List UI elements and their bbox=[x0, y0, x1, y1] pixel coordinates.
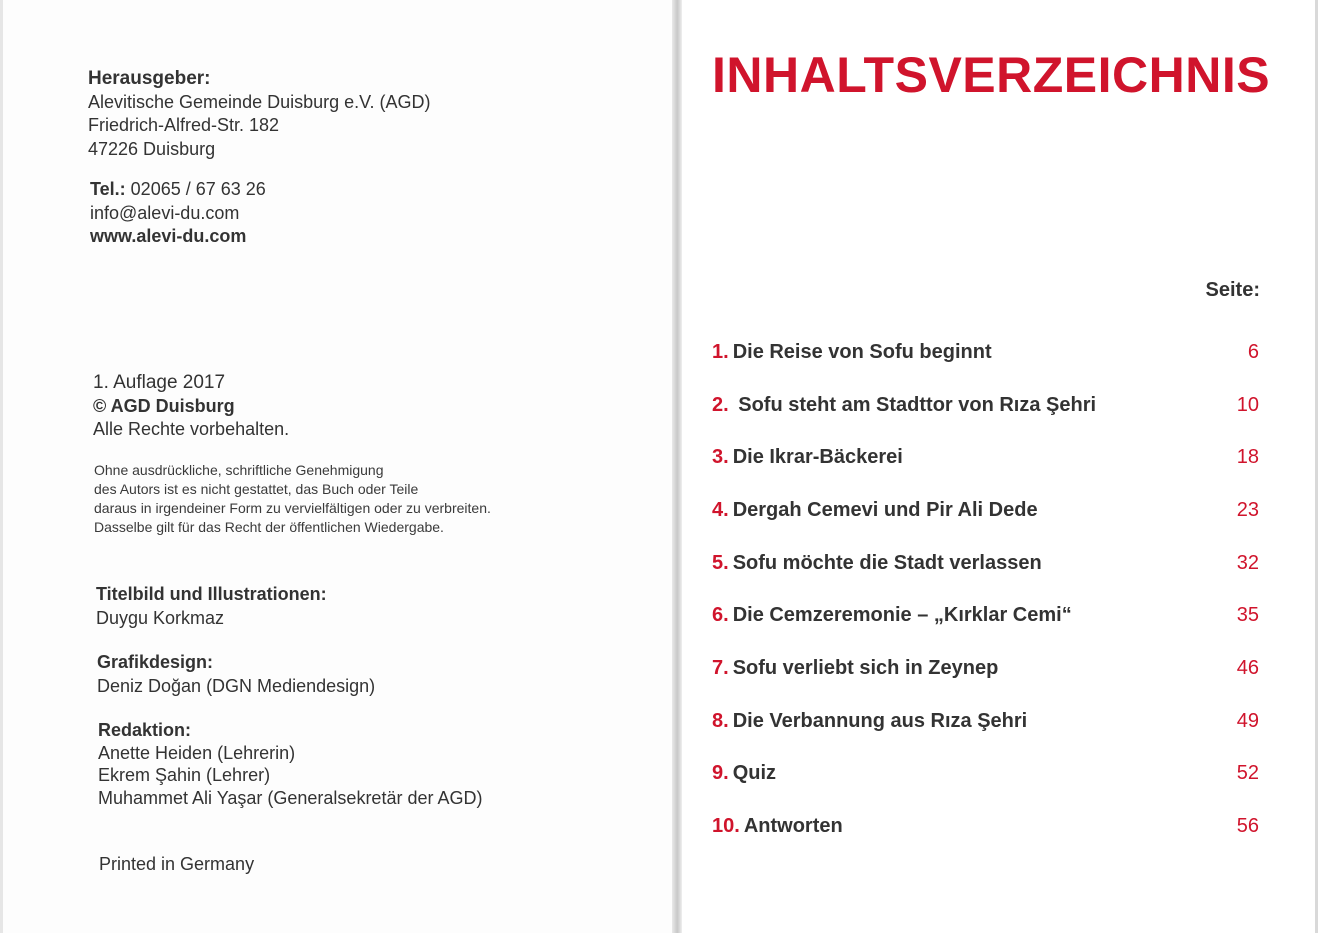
legal-notice bbox=[94, 461, 491, 537]
toc-entry-page: 6 bbox=[1247, 340, 1259, 363]
toc-entry-number: 10. bbox=[712, 815, 740, 838]
publisher-city: 47226 Duisburg bbox=[88, 138, 216, 159]
toc-entry-text bbox=[712, 815, 843, 838]
editorial-heading: Redaktion: bbox=[98, 720, 192, 740]
legal-line: daraus in irgendeiner Form zu vervielfältigen oder zu verbreiten. bbox=[94, 500, 491, 516]
graphic-name: Deniz Doğan (DGN Mediendesign) bbox=[97, 675, 376, 696]
toc-entry-page: 49 bbox=[1236, 709, 1259, 732]
toc-entry-title: Quiz bbox=[732, 762, 777, 785]
legal-line: Dasselbe gilt für das Recht der öffentlichen Wiedergabe. bbox=[94, 519, 444, 535]
toc-entry-text bbox=[712, 762, 776, 785]
toc-entry-title: Sofu möchte die Stadt verlassen bbox=[732, 551, 1042, 574]
toc-entry-number: 9. bbox=[712, 762, 729, 785]
toc-entry[interactable] bbox=[712, 379, 1259, 432]
toc-entry-page: 10 bbox=[1236, 393, 1259, 416]
toc-list bbox=[712, 326, 1259, 853]
toc-entry-page: 18 bbox=[1236, 446, 1259, 469]
toc-entry-title: Die Reise von Sofu beginnt bbox=[732, 340, 992, 363]
toc-entry-page: 23 bbox=[1236, 498, 1259, 521]
toc-entry-text bbox=[712, 394, 1096, 417]
toc-entry[interactable] bbox=[712, 326, 1259, 379]
graphic-credit bbox=[97, 651, 375, 698]
legal-line: Ohne ausdrückliche, schriftliche Genehmigung bbox=[94, 462, 384, 478]
edition-text: 1. Auflage 2017 bbox=[93, 372, 226, 393]
toc-entry-number: 1. bbox=[712, 340, 729, 363]
legal-line: des Autors ist es nicht gestattet, das Buch oder Teile bbox=[94, 481, 419, 497]
toc-entry-title: Antworten bbox=[743, 815, 843, 838]
toc-entry-number: 7. bbox=[712, 656, 729, 679]
toc-entry-number: 8. bbox=[712, 709, 729, 732]
toc-entry[interactable] bbox=[712, 800, 1259, 853]
book-gutter bbox=[672, 0, 682, 933]
toc-entry[interactable] bbox=[712, 537, 1259, 590]
editorial-credit bbox=[98, 719, 482, 809]
toc-entry-text bbox=[712, 604, 1072, 627]
graphic-heading: Grafikdesign: bbox=[97, 652, 214, 672]
toc-entry-title: Sofu verliebt sich in Zeynep bbox=[732, 656, 999, 679]
toc-entry-number: 4. bbox=[712, 498, 729, 521]
toc-entry[interactable] bbox=[712, 431, 1259, 484]
toc-entry[interactable] bbox=[712, 748, 1259, 801]
toc-entry[interactable] bbox=[712, 642, 1259, 695]
toc-entry-text bbox=[712, 446, 903, 469]
publisher-block bbox=[88, 67, 430, 161]
printed-note: Printed in Germany bbox=[99, 854, 255, 874]
phone-value: 02065 / 67 63 26 bbox=[125, 179, 266, 199]
page-edge bbox=[1315, 0, 1318, 933]
website-link[interactable]: www.alevi-du.com bbox=[90, 226, 247, 246]
publisher-name: Alevitische Gemeinde Duisburg e.V. (AGD) bbox=[88, 91, 431, 112]
toc-entry[interactable] bbox=[712, 695, 1259, 748]
toc-entry[interactable] bbox=[712, 589, 1259, 642]
toc-entry-title: Die Cemzeremonie – „Kırklar Cemi“ bbox=[732, 604, 1072, 627]
toc-entry-page: 52 bbox=[1236, 762, 1259, 785]
publisher-heading: Herausgeber: bbox=[88, 68, 211, 89]
toc-entry-text bbox=[712, 499, 1038, 522]
contact-block bbox=[90, 178, 266, 249]
toc-entry-text bbox=[712, 657, 998, 680]
illustration-credit bbox=[96, 583, 327, 630]
toc-entry-number: 2. bbox=[712, 393, 729, 416]
toc-entry-title: Die Ikrar-Bäckerei bbox=[732, 446, 903, 469]
toc-entry-page: 32 bbox=[1236, 551, 1259, 574]
copyright-text: © AGD Duisburg bbox=[93, 395, 235, 416]
toc-entry-page: 35 bbox=[1236, 604, 1259, 627]
toc-entry-page: 46 bbox=[1236, 656, 1259, 679]
toc-entry-page: 56 bbox=[1236, 815, 1259, 838]
edition-block bbox=[93, 371, 289, 442]
email-link[interactable]: info@alevi-du.com bbox=[90, 202, 240, 223]
toc-entry[interactable] bbox=[712, 484, 1259, 537]
phone-line bbox=[90, 178, 266, 202]
toc-entry-text bbox=[712, 341, 992, 364]
publisher-street: Friedrich-Alfred-Str. 182 bbox=[88, 115, 280, 135]
phone-label: Tel.: bbox=[90, 179, 126, 199]
toc-title: INHALTSVERZEICHNIS bbox=[712, 47, 1271, 103]
illustration-heading: Titelbild und Illustrationen: bbox=[96, 584, 327, 604]
rights-text: Alle Rechte vorbehalten. bbox=[93, 419, 290, 439]
toc-entry-number: 6. bbox=[712, 604, 729, 627]
toc-entry-title: Dergah Cemevi und Pir Ali Dede bbox=[732, 498, 1038, 521]
toc-entry-text bbox=[712, 552, 1042, 575]
editorial-name: Muhammet Ali Yaşar (Generalsekretär der AGD) bbox=[98, 787, 483, 808]
editorial-name: Ekrem Şahin (Lehrer) bbox=[98, 765, 271, 785]
toc-entry-title: Die Verbannung aus Rıza Şehri bbox=[732, 709, 1028, 732]
toc-entry-number: 3. bbox=[712, 446, 729, 469]
toc-entry-number: 5. bbox=[712, 551, 729, 574]
page-column-label: Seite: bbox=[1205, 279, 1260, 301]
toc-entry-text bbox=[712, 710, 1027, 733]
editorial-name: Anette Heiden (Lehrerin) bbox=[98, 742, 296, 763]
toc-entry-title: Sofu steht am Stadttor von Rıza Şehri bbox=[732, 393, 1097, 416]
illustration-name: Duygu Korkmaz bbox=[96, 607, 225, 628]
